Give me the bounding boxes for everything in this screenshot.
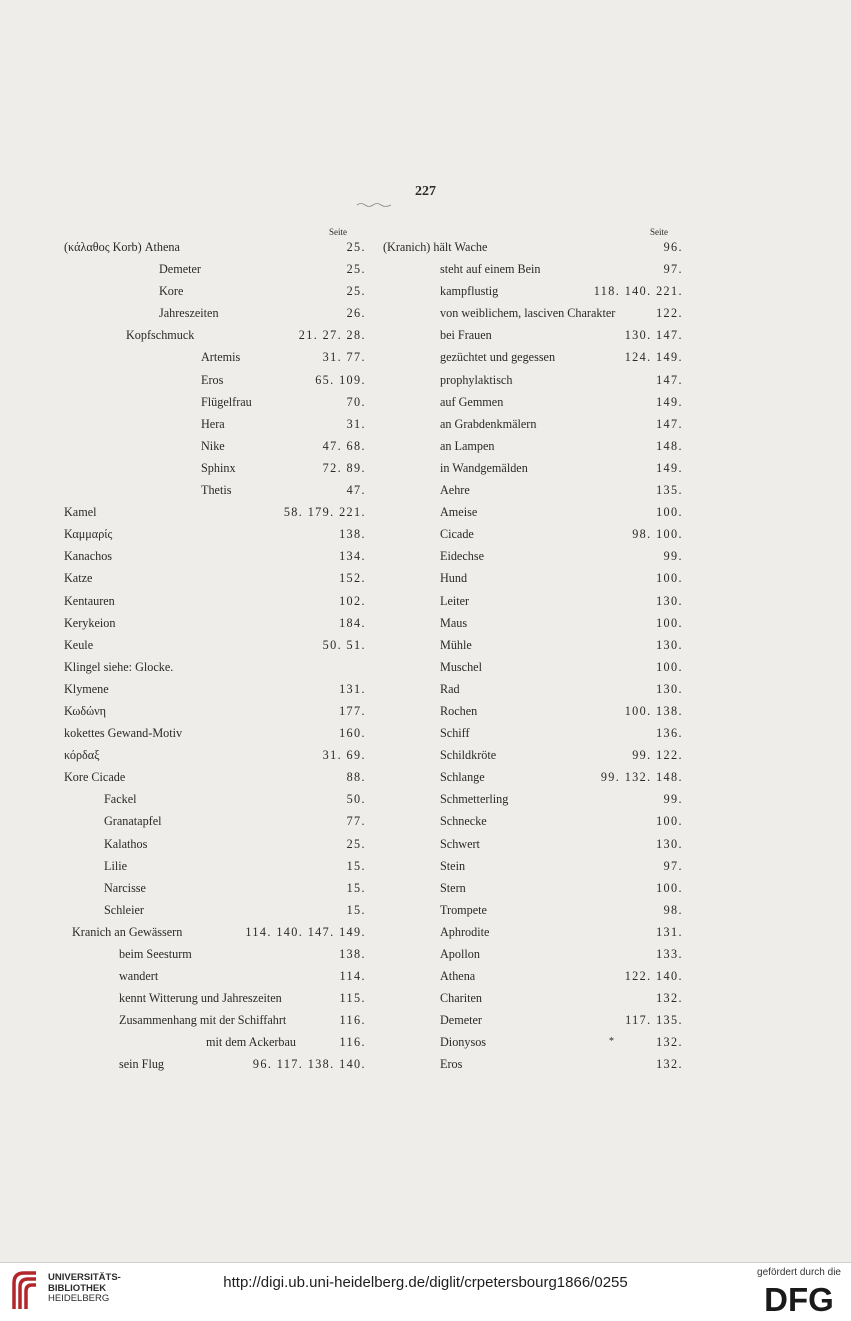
- entry-page-refs: 130.: [656, 681, 683, 696]
- entry-page-refs: 100.: [656, 880, 683, 895]
- index-entry: [383, 744, 683, 766]
- entry-page-refs: 25.: [346, 240, 366, 254]
- entry-term: Katze: [64, 571, 93, 586]
- index-entry: [64, 435, 366, 457]
- index-entry: [64, 567, 366, 589]
- index-entry: [383, 766, 683, 788]
- entry-page-refs: 72. 89.: [322, 460, 366, 475]
- entry-term: Thetis: [201, 483, 232, 498]
- entry-page-refs: 114. 140. 147. 149.: [245, 924, 366, 939]
- entry-page-refs: 25.: [346, 836, 366, 851]
- entry-page-refs: 114.: [339, 969, 366, 984]
- index-entry: [383, 523, 683, 545]
- dfg-logo-icon[interactable]: [757, 1281, 841, 1315]
- entry-page-refs: 116.: [339, 1035, 366, 1050]
- entry-term: an Lampen: [440, 438, 495, 453]
- index-column-right: [383, 236, 683, 1076]
- entry-page-refs: 15.: [346, 880, 366, 895]
- entry-page-refs: 116.: [339, 1013, 366, 1028]
- index-entry: [383, 236, 683, 258]
- index-entry: [383, 1031, 683, 1053]
- index-entry: [64, 744, 366, 766]
- entry-page-refs: 130.: [656, 637, 683, 652]
- entry-page-refs: 99. 132. 148.: [600, 770, 683, 785]
- entry-term: Chariten: [440, 991, 482, 1006]
- entry-page-refs: 147.: [656, 416, 683, 431]
- entry-page-refs: 117. 135.: [625, 1013, 683, 1028]
- entry-term: gezüchtet und gegessen: [440, 350, 556, 365]
- entry-page-refs: 98. 100.: [632, 527, 683, 542]
- index-entry: [64, 545, 366, 567]
- entry-term: Demeter: [440, 1013, 482, 1028]
- entry-term: auf Gemmen: [440, 394, 504, 409]
- entry-term: prophylaktisch: [440, 372, 513, 387]
- library-name-line-3: HEIDELBERG: [48, 1293, 110, 1304]
- entry-term: Kerykeion: [64, 615, 116, 630]
- index-entry: [383, 280, 683, 302]
- index-entry: [64, 1031, 366, 1053]
- entry-term: Schmetterling: [440, 792, 509, 807]
- library-name-line-2: BIBLIOTHEK: [48, 1282, 107, 1294]
- entry-term: Stein: [440, 858, 466, 873]
- index-entry: [383, 369, 683, 391]
- entry-term: Schwert: [440, 836, 480, 851]
- entry-term: mit dem Ackerbau: [206, 1035, 297, 1050]
- entry-page-refs: 31. 69.: [322, 748, 366, 763]
- entry-term: Hera: [201, 416, 225, 431]
- page-number: 227: [415, 184, 436, 199]
- entry-page-refs: 147.: [656, 372, 683, 387]
- entry-term: bei Frauen: [440, 328, 492, 343]
- entry-term: Dionysos: [440, 1035, 487, 1050]
- entry-term: Schnecke: [440, 814, 487, 829]
- entry-term: Kamel: [64, 505, 97, 520]
- entry-term: in Wandgemälden: [440, 460, 528, 475]
- entry-page-refs: 15.: [346, 858, 366, 873]
- index-entry: [383, 899, 683, 921]
- index-entry: [383, 302, 683, 324]
- seite-header-right: Seite: [650, 227, 668, 237]
- entry-term: Lilie: [104, 858, 128, 873]
- index-entry: [64, 302, 366, 324]
- index-entry: [64, 1053, 366, 1075]
- index-entry: [64, 766, 366, 788]
- entry-term: Keule: [64, 637, 94, 652]
- index-entry: [64, 965, 366, 987]
- entry-term: Kore Cicade: [64, 770, 126, 785]
- entry-term: Kentauren: [64, 593, 115, 608]
- entry-page-refs: 100.: [656, 659, 683, 674]
- entry-page-refs: 25.: [346, 284, 366, 299]
- viewer-footer: [0, 1262, 851, 1321]
- index-entry: [383, 855, 683, 877]
- index-entry: [64, 369, 366, 391]
- entry-term: Schleier: [104, 902, 144, 917]
- index-entry: [64, 236, 366, 258]
- entry-term: Stern: [440, 880, 466, 895]
- entry-term: Narcisse: [104, 880, 146, 895]
- entry-term: Rad: [440, 681, 460, 696]
- index-entry: [383, 479, 683, 501]
- entry-term: Klingel siehe: Glocke.: [64, 659, 174, 674]
- index-entry: [383, 921, 683, 943]
- entry-page-refs: 70.: [346, 394, 366, 409]
- entry-page-refs: 148.: [656, 438, 683, 453]
- entry-term: Kranich an Gewässern: [72, 924, 183, 939]
- index-entry: [64, 921, 366, 943]
- entry-page-refs: 132.: [656, 1057, 683, 1072]
- index-entry: [383, 788, 683, 810]
- entry-term: Καμμαρίς: [64, 527, 113, 542]
- index-entry: [64, 700, 366, 722]
- library-name-line-1: UNIVERSITÄTS-: [48, 1272, 121, 1283]
- entry-page-refs: 124. 149.: [624, 350, 683, 365]
- entry-term: Aehre: [440, 483, 470, 498]
- index-entry: [383, 678, 683, 700]
- entry-term: (Kranich) hält Wache: [383, 240, 488, 254]
- entry-term: Kalathos: [104, 836, 148, 851]
- index-entry: [383, 700, 683, 722]
- entry-page-refs: 31.: [346, 416, 366, 431]
- index-entry: [64, 987, 366, 1009]
- index-entry: [64, 899, 366, 921]
- entry-page-refs: 100.: [656, 505, 683, 520]
- entry-term: Cicade: [440, 527, 474, 542]
- index-entry: [64, 877, 366, 899]
- index-entry: [383, 258, 683, 280]
- index-entry: [383, 634, 683, 656]
- index-entry: [64, 634, 366, 656]
- entry-page-refs: 102.: [339, 593, 366, 608]
- index-entry: [64, 258, 366, 280]
- index-entry: [383, 612, 683, 634]
- entry-term: Muschel: [440, 659, 482, 674]
- entry-page-refs: 50. 51.: [322, 637, 366, 652]
- entry-term: steht auf einem Bein: [440, 262, 541, 277]
- index-entry: [64, 391, 366, 413]
- funding-caption: gefördert durch die: [757, 1267, 841, 1278]
- entry-term: Kopfschmuck: [126, 328, 195, 343]
- index-entry: [64, 810, 366, 832]
- entry-term: Granatapfel: [104, 814, 162, 829]
- entry-page-refs: 131.: [339, 681, 366, 696]
- entry-term: Eros: [201, 372, 224, 387]
- entry-term: Apollon: [440, 947, 480, 961]
- entry-term: Rochen: [440, 703, 478, 718]
- entry-term: Trompete: [440, 902, 487, 917]
- entry-page-refs: 58. 179. 221.: [283, 505, 366, 520]
- entry-term: Maus: [440, 615, 468, 630]
- entry-term: Eidechse: [440, 549, 484, 564]
- entry-page-refs: 100.: [656, 814, 683, 829]
- entry-page-refs: 134.: [339, 549, 366, 564]
- index-column-left: [64, 236, 366, 1076]
- entry-page-refs: 21. 27. 28.: [298, 328, 366, 343]
- entry-page-refs: 100.: [656, 615, 683, 630]
- index-entry: [64, 678, 366, 700]
- index-entry: [383, 965, 683, 987]
- entry-term: von weiblichem, lasciven Charakter: [440, 306, 616, 321]
- entry-page-refs: 97.: [663, 262, 683, 277]
- entry-term: Leiter: [440, 593, 470, 608]
- entry-page-refs: 135.: [656, 483, 683, 498]
- entry-page-refs: 132.: [656, 1035, 683, 1050]
- index-entry: [383, 567, 683, 589]
- entry-term: Nike: [201, 438, 225, 453]
- entry-term: Klymene: [64, 681, 109, 696]
- entry-page-refs: 25.: [346, 262, 366, 277]
- index-entry: [64, 656, 366, 678]
- entry-term: Fackel: [104, 792, 137, 807]
- entry-term: Hund: [440, 571, 468, 586]
- index-entry: [64, 501, 366, 523]
- index-entry: [64, 943, 366, 965]
- index-entry: [64, 590, 366, 612]
- entry-page-refs: 88.: [346, 770, 366, 785]
- entry-term: Schlange: [440, 770, 485, 785]
- entry-term: Zusammenhang mit der Schiffahrt: [119, 1013, 287, 1028]
- entry-page-refs: 50.: [346, 792, 366, 807]
- index-entry: [383, 1053, 683, 1075]
- entry-page-refs: 130.: [656, 836, 683, 851]
- entry-page-refs: 100. 138.: [624, 703, 683, 718]
- entry-term: wandert: [119, 969, 159, 984]
- entry-page-refs: 47. 68.: [322, 438, 366, 453]
- printer-mark: *: [609, 1036, 614, 1047]
- entry-page-refs: 160.: [339, 726, 366, 741]
- entry-page-refs: 177.: [339, 703, 366, 718]
- entry-term: Mühle: [440, 637, 472, 652]
- entry-term: Jahreszeiten: [159, 306, 219, 321]
- entry-page-refs: 77.: [346, 814, 366, 829]
- index-entry: [64, 855, 366, 877]
- index-entry: [383, 413, 683, 435]
- index-entry: [383, 346, 683, 368]
- entry-page-refs: 47.: [346, 483, 366, 498]
- entry-page-refs: 26.: [346, 306, 366, 321]
- entry-term: Sphinx: [201, 460, 236, 475]
- entry-page-refs: 149.: [656, 394, 683, 409]
- entry-page-refs: 97.: [663, 858, 683, 873]
- entry-term: kennt Witterung und Jahreszeiten: [119, 991, 282, 1006]
- entry-page-refs: 130.: [656, 593, 683, 608]
- index-entry: [383, 457, 683, 479]
- index-entry: [383, 435, 683, 457]
- entry-term: Demeter: [159, 262, 201, 277]
- entry-page-refs: 31. 77.: [322, 350, 366, 365]
- entry-page-refs: 65. 109.: [315, 372, 366, 387]
- entry-page-refs: 149.: [656, 460, 683, 475]
- index-entry: [383, 987, 683, 1009]
- dfg-logo-text: DFG: [764, 1281, 834, 1315]
- entry-page-refs: 131.: [656, 924, 683, 939]
- entry-page-refs: 132.: [656, 991, 683, 1006]
- entry-page-refs: 130. 147.: [624, 328, 683, 343]
- entry-page-refs: 138.: [339, 947, 366, 961]
- index-entry: [64, 523, 366, 545]
- entry-page-refs: 99. 122.: [632, 748, 683, 763]
- decorative-flourish: [356, 201, 392, 207]
- index-entry: [64, 833, 366, 855]
- entry-term: Schiff: [440, 726, 470, 741]
- entry-page-refs: 184.: [339, 615, 366, 630]
- entry-term: Kanachos: [64, 549, 113, 564]
- entry-page-refs: 118. 140. 221.: [593, 284, 683, 299]
- index-entry: [64, 280, 366, 302]
- index-entry: [64, 722, 366, 744]
- entry-term: kampflustig: [440, 284, 499, 299]
- entry-term: Eros: [440, 1057, 463, 1072]
- entry-page-refs: 15.: [346, 902, 366, 917]
- entry-page-refs: 136.: [656, 726, 683, 741]
- entry-page-refs: 152.: [339, 571, 366, 586]
- index-entry: [64, 788, 366, 810]
- index-entry: [383, 391, 683, 413]
- entry-term: Aphrodite: [440, 924, 490, 939]
- entry-page-refs: 100.: [656, 571, 683, 586]
- index-entry: [64, 346, 366, 368]
- index-entry: [383, 545, 683, 567]
- index-entry: [64, 1009, 366, 1031]
- index-entry: [64, 457, 366, 479]
- index-entry: [383, 833, 683, 855]
- entry-page-refs: 122.: [656, 306, 683, 321]
- index-entry: [64, 324, 366, 346]
- entry-term: kokettes Gewand-Motiv: [64, 726, 183, 741]
- index-entry: [64, 612, 366, 634]
- entry-term: Flügelfrau: [201, 394, 252, 409]
- index-entry: [383, 1009, 683, 1031]
- index-entry: [383, 810, 683, 832]
- entry-page-refs: 99.: [663, 549, 683, 564]
- index-entry: [383, 324, 683, 346]
- entry-term: Κωδώνη: [64, 703, 107, 718]
- entry-term: κόρδαξ: [64, 748, 100, 763]
- index-entry: [383, 590, 683, 612]
- entry-term: (κάλαθος Korb) Athena: [64, 240, 180, 254]
- entry-page-refs: 133.: [656, 947, 683, 961]
- entry-term: an Grabdenkmälern: [440, 416, 537, 431]
- entry-term: Schildkröte: [440, 748, 497, 763]
- entry-term: Athena: [440, 969, 476, 984]
- index-entry: [383, 943, 683, 965]
- index-entry: [383, 656, 683, 678]
- index-entry: [64, 413, 366, 435]
- seite-header-left: Seite: [329, 227, 347, 237]
- entry-page-refs: 115.: [339, 991, 366, 1006]
- entry-page-refs: 99.: [663, 792, 683, 807]
- entry-term: Kore: [159, 284, 184, 299]
- entry-term: Artemis: [201, 350, 241, 365]
- entry-page-refs: 138.: [339, 527, 366, 542]
- index-entry: [383, 722, 683, 744]
- index-entry: [64, 479, 366, 501]
- entry-page-refs: 98.: [663, 902, 683, 917]
- entry-term: Ameise: [440, 505, 478, 520]
- index-entry: [383, 877, 683, 899]
- entry-page-refs: 96.: [663, 240, 683, 254]
- entry-term: sein Flug: [119, 1057, 165, 1072]
- permalink-url[interactable]: http://digi.ub.uni-heidelberg.de/diglit/crpetersbourg1866/0255: [223, 1274, 628, 1291]
- index-entry: [383, 501, 683, 523]
- entry-page-refs: 122. 140.: [624, 969, 683, 984]
- entry-term: beim Seesturm: [119, 947, 192, 961]
- entry-page-refs: 96. 117. 138. 140.: [252, 1057, 366, 1072]
